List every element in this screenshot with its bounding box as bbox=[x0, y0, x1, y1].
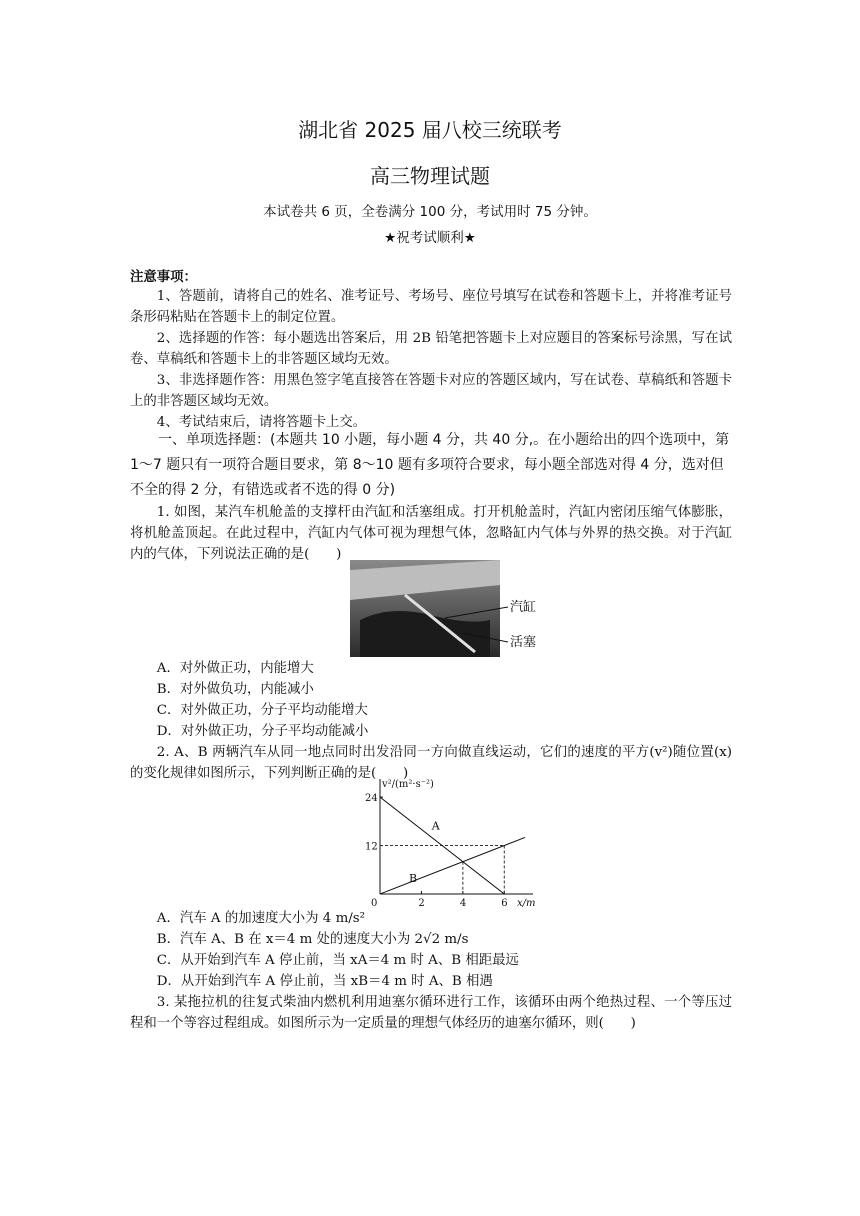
section-1-heading: 一、单项选择题：(本题共 10 小题，每小题 4 分，共 40 分,。在小题给出的四个选项中，第 1～7 题只有一项符合题目要求，第 8～10 题有多项符合要求，每小题全部选对得 4 分，选对但不全的得 2 分，有错选或者不选的得 0 分) bbox=[130, 432, 730, 498]
q1-option-d: D．对外做正功，分子平均动能减小 bbox=[156, 724, 369, 739]
exam-info: 本试卷共 6 页，全卷满分 100 分，考试用时 75 分钟。 bbox=[263, 204, 597, 220]
q1-stem: 1. 如图，某汽车机舱盖的支撑杆由汽缸和活塞组成。打开机舱盖时，汽缸内密闭压缩气体膨胀，将机舱盖顶起。在此过程中，汽缸内气体可视为理想气体，忽略缸内气体与外界的热交换。对于汽缸内的气体，下列说法正确的是( ) bbox=[130, 505, 732, 562]
x-tick-label: 4 bbox=[459, 898, 467, 908]
q1-option-a: A．对外做正功，内能增大 bbox=[156, 661, 314, 676]
notice-item: 4、考试结束后，请将答题卡上交。 bbox=[156, 415, 367, 430]
notice-item: 1、答题前，请将自己的姓名、准考证号、考场号、座位号填写在试卷和答题卡上，并将准考证号条形码粘贴在答题卡上的制定位置。 bbox=[130, 289, 732, 325]
y-tick-label: 24 bbox=[365, 793, 378, 805]
notice-heading: 注意事项： bbox=[130, 270, 197, 285]
q1-option-c: C．对外做正功，分子平均动能增大 bbox=[156, 703, 368, 718]
piston-label: 活塞 bbox=[510, 635, 537, 650]
question-1 bbox=[130, 502, 732, 565]
v2-x-chart bbox=[350, 776, 540, 908]
q2-stem: 2. A、B 两辆汽车从同一地点同时出发沿同一方向做直线运动，它们的速度的平方(v²)随位置(x)的变化规律如图所示，下列判断正确的是( ) bbox=[130, 745, 732, 781]
q1-options bbox=[130, 658, 732, 742]
x-tick-label: 6 bbox=[501, 898, 508, 908]
question-3 bbox=[130, 992, 732, 1034]
x-tick-label: 2 bbox=[418, 898, 425, 908]
series-label-b: B bbox=[409, 871, 418, 885]
notice-item: 3、非选择题作答：用黑色签字笔直接答在答题卡对应的答题区域内，写在试卷、草稿纸和答题卡上的非答题区域均无效。 bbox=[130, 373, 732, 409]
exam-title: 湖北省 2025 届八校三统联考 bbox=[298, 118, 562, 142]
notice-item: 2、选择题的作答：每小题选出答案后，用 2B 铅笔把答题卡上对应题目的答案标号涂黑，写在试卷、草稿纸和答题卡上的非答题区域均无效。 bbox=[130, 331, 732, 367]
chart-ticks bbox=[365, 793, 508, 908]
chart-series bbox=[380, 797, 525, 894]
car-hood-figure bbox=[350, 560, 540, 657]
cylinder-label: 汽缸 bbox=[510, 600, 537, 615]
x-axis-label: x/m bbox=[517, 898, 536, 908]
q3-stem: 3. 某拖拉机的往复式柴油内燃机利用迪塞尔循环进行工作，该循环由两个绝热过程、一个等压过程和一个等容过程组成。如图所示为一定质量的理想气体经历的迪塞尔循环，则( ) bbox=[130, 995, 732, 1031]
series-label-a: A bbox=[431, 819, 440, 833]
notice-list bbox=[130, 286, 732, 433]
exam-blessing: ★祝考试顺利★ bbox=[384, 230, 476, 246]
q2-option-b: B．汽车 A、B 在 x＝4 m 处的速度大小为 2√2 m/s bbox=[156, 932, 469, 947]
y-tick-label: 12 bbox=[365, 841, 378, 853]
q2-options bbox=[130, 908, 732, 992]
q1-option-b: B．对外做负功，内能减小 bbox=[156, 682, 314, 697]
q2-option-c: C．从开始到汽车 A 停止前，当 xA＝4 m 时 A、B 相距最远 bbox=[156, 953, 519, 968]
y-axis-label: v²/(m²·s⁻²) bbox=[382, 779, 434, 790]
exam-subject: 高三物理试题 bbox=[370, 164, 490, 188]
q2-option-a: A．汽车 A 的加速度大小为 4 m/s² bbox=[156, 911, 366, 926]
x-tick-label: 0 bbox=[371, 898, 378, 908]
q2-option-d: D．从开始到汽车 A 停止前，当 xB＝4 m 时 A、B 相遇 bbox=[156, 974, 493, 989]
